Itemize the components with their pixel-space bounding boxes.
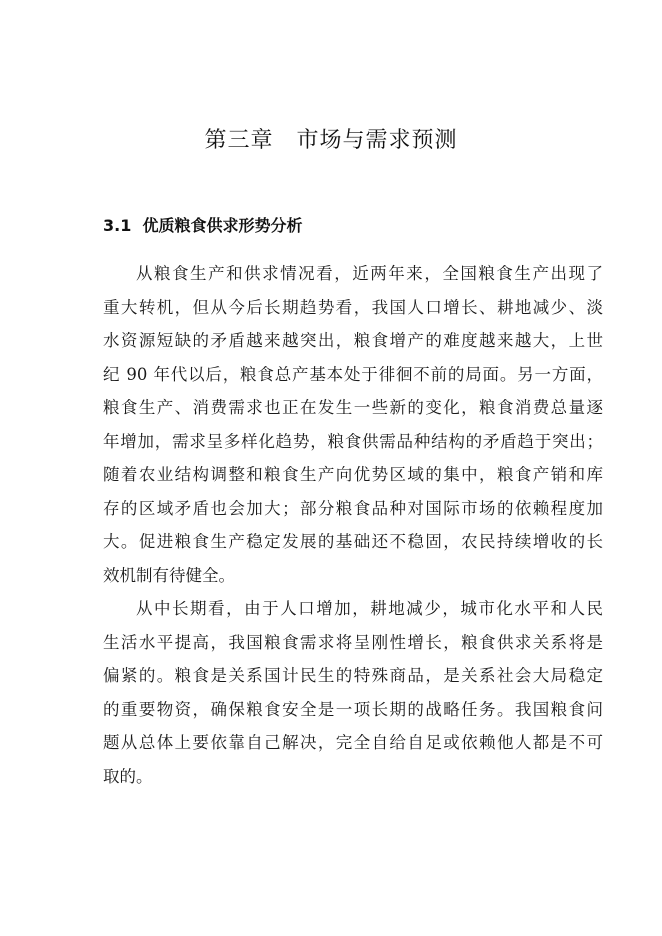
paragraph-line: 年增加，需求呈多样化趋势，粮食供需品种结构的矛盾趋于突出； [103,431,603,451]
paragraph-line: 效机制有待健全。 [103,565,235,585]
paragraph-line: 的重要物资，确保粮食安全是一项长期的战略任务。我国粮食问 [103,699,603,719]
paragraph-line: 题从总体上要依靠自己解决，完全自给自足或依赖他人都是不可 [103,733,603,752]
paragraph-line: 存的区域矛盾也会加大；部分粮食品种对国际市场的依赖程度加 [103,498,603,518]
paragraph-line: 重大转机，但从今后长期趋势看，我国人口增长、耕地减少、淡 [103,297,603,317]
paragraph-line: 纪 90 年代以后，粮食总产基本处于徘徊不前的局面。另一方面， [103,364,603,384]
paragraph-line: 随着农业结构调整和粮食生产向优势区域的集中，粮食产销和库 [103,465,603,484]
paragraph-line: 大。促进粮食生产稳定发展的基础还不稳固，农民持续增收的长 [103,532,603,551]
paragraph-line: 生活水平提高，我国粮食需求将呈刚性增长，粮食供求关系将是 [103,632,603,652]
paragraph-2 [103,592,603,793]
paragraph-line: 取的。 [103,766,153,786]
paragraph-line: 从粮食生产和供求情况看，近两年来，全国粮食生产出现了 [136,264,603,283]
paragraph-line: 从中长期看，由于人口增加，耕地减少，城市化水平和人民 [136,599,603,618]
section-title: 优质粮食供求形势分析 [142,216,303,235]
paragraph-line: 水资源短缺的矛盾越来越突出，粮食增产的难度越来越大，上世 [103,331,603,350]
section-number: 3.1 [103,216,132,235]
paragraph-line: 偏紧的。粮食是关系国计民生的特殊商品，是关系社会大局稳定 [103,666,603,685]
paragraph-1 [103,257,603,592]
paragraph-line: 粮食生产、消费需求也正在发生一些新的变化，粮食消费总量逐 [103,398,603,417]
chapter-title: 第三章 市场与需求预测 [204,128,458,153]
section-heading [103,214,303,238]
